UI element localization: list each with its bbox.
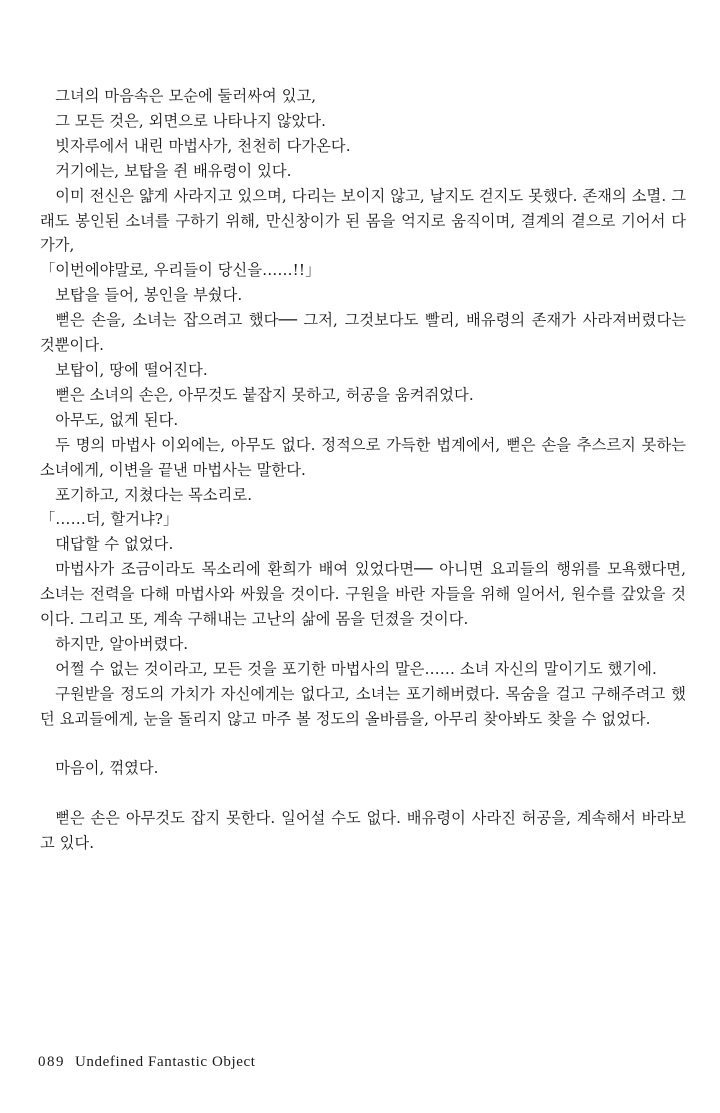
paragraph: 하지만, 알아버렸다. bbox=[55, 634, 189, 653]
paragraph: 뻗은 손은 아무것도 잡지 못한다. 일어설 수도 없다. 배유령이 사라진 허공을, 계속해서 바라보고 있다. bbox=[40, 809, 686, 853]
paragraph: 그 모든 것은, 외면으로 나타나지 않았다. bbox=[55, 111, 327, 130]
paragraph-break bbox=[40, 781, 686, 806]
paragraph: 빗자루에서 내린 마법사가, 천천히 다가온다. bbox=[55, 136, 351, 155]
paragraph: 보탑을 들어, 봉인을 부쉈다. bbox=[55, 286, 243, 305]
paragraph: 그녀의 마음속은 모순에 둘러싸여 있고, bbox=[55, 87, 317, 105]
paragraph: 뻗은 손을, 소녀는 잡으려고 했다── 그저, 그것보다도 빨리, 배유령의 존재가 사라져버렸다는 것뿐이다. bbox=[40, 311, 686, 355]
dialogue-line: 「……더, 할거냐?」 bbox=[40, 510, 179, 529]
page-number: 089 bbox=[38, 1054, 65, 1070]
body-text bbox=[40, 84, 686, 856]
page-footer bbox=[38, 1052, 256, 1072]
paragraph: 보탑이, 땅에 떨어진다. bbox=[55, 360, 208, 379]
paragraph: 포기하고, 지쳤다는 목소리로. bbox=[55, 485, 253, 504]
paragraph: 대답할 수 없었다. bbox=[55, 535, 174, 554]
paragraph: 마법사가 조금이라도 목소리에 환희가 배여 있었다면── 아니면 요괴들의 행위를 모욕했다면, 소녀는 전력을 다해 마법사와 싸웠을 것이다. 구원을 바란 자들을 위해 일어서, 원수를 갚았을 것이다. 그리고 또, 계속 구해내는 고난의 삶에 몸을 던졌을 것이다. bbox=[40, 560, 686, 629]
paragraph: 뻗은 소녀의 손은, 아무것도 붙잡지 못하고, 허공을 움켜쥐었다. bbox=[55, 385, 474, 404]
paragraph: 두 명의 마법사 이외에는, 아무도 없다. 정적으로 가득한 법계에서, 뻗은 손을 추스르지 못하는 소녀에게, 이변을 끝낸 마법사는 말한다. bbox=[40, 435, 686, 479]
book-title: Undefined Fantastic Object bbox=[75, 1054, 256, 1070]
paragraph: 아무도, 없게 된다. bbox=[55, 410, 179, 429]
paragraph: 마음이, 꺾였다. bbox=[55, 759, 159, 778]
paragraph: 어쩔 수 없는 것이라고, 모든 것을 포기한 마법사의 말은…… 소녀 자신의 말이기도 했기에. bbox=[55, 659, 657, 678]
paragraph: 거기에는, 보탑을 쥔 배유령이 있다. bbox=[55, 161, 292, 180]
paragraph-break bbox=[40, 732, 686, 757]
paragraph: 구원받을 정도의 가치가 자신에게는 없다고, 소녀는 포기해버렸다. 목숨을 걸고 구해주려고 했던 요괴들에게, 눈을 돌리지 않고 마주 볼 정도의 올바름을, 아무리 찾아봐도 찾을 수 없었다. bbox=[40, 684, 686, 728]
paragraph: 이미 전신은 얇게 사라지고 있으며, 다리는 보이지 않고, 날지도 걷지도 못했다. 존재의 소멸. 그래도 봉인된 소녀를 구하기 위해, 만신창이가 된 몸을 억지로 움직이며, 결계의 곁으로 기어서 다가가, bbox=[40, 186, 686, 255]
dialogue-line: 「이번에야말로, 우리들이 당신을……!!」 bbox=[40, 261, 321, 280]
